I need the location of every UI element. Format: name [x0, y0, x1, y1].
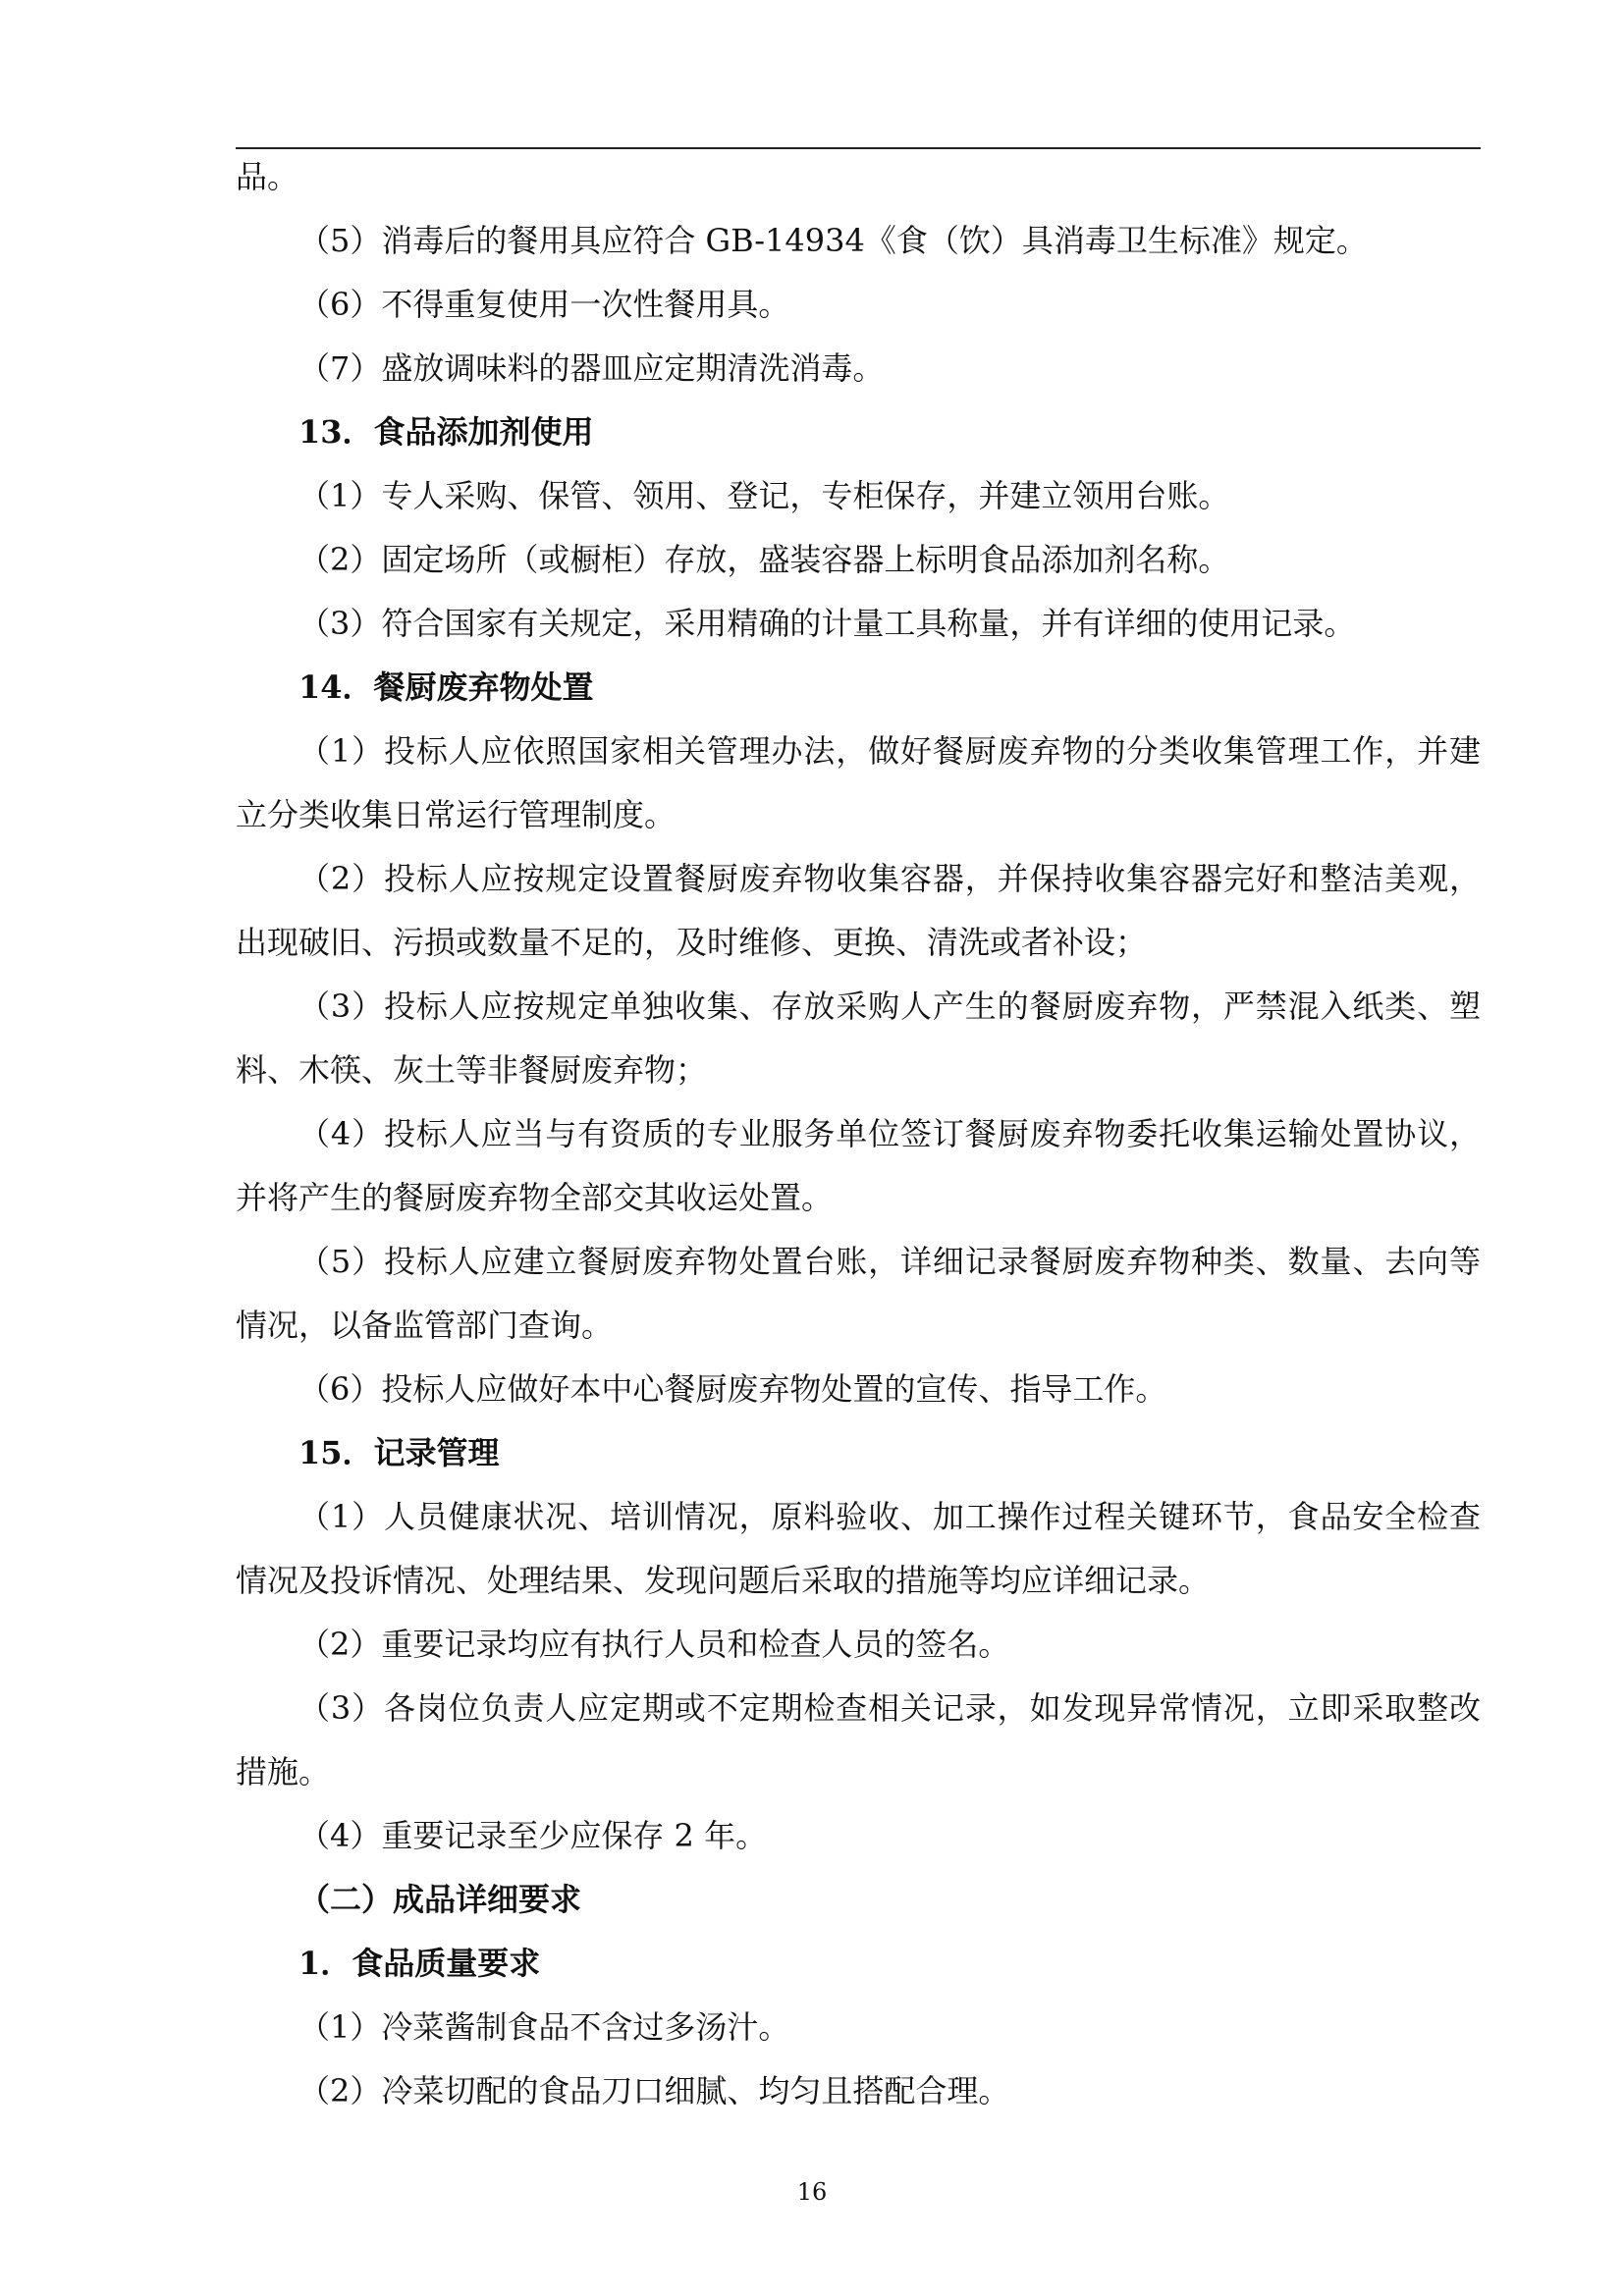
paragraph-item: （2）冷菜切配的食品刀口细腻、均匀且搭配合理。	[298, 2072, 1010, 2109]
section-heading: 13．食品添加剂使用	[298, 413, 594, 451]
paragraph-item: （3）投标人应按规定单独收集、存放采购人产生的餐厨废弃物，严禁混入纸类、塑料、木筷、灰土等非餐厨废弃物；	[236, 988, 1481, 1089]
paragraph-item: （1）投标人应依照国家相关管理办法，做好餐厨废弃物的分类收集管理工作，并建立分类收集日常运行管理制度。	[236, 732, 1481, 833]
paragraph-item: （1）专人采购、保管、领用、登记，专柜保存，并建立领用台账。	[298, 477, 1230, 514]
paragraph-item: （7）盛放调味料的器皿应定期清洗消毒。	[298, 349, 885, 387]
paragraph-item: （1）人员健康状况、培训情况，原料验收、加工操作过程关键环节，食品安全检查情况及投诉情况、处理结果、发现问题后采取的措施等均应详细记录。	[236, 1498, 1481, 1599]
paragraph-item: （2）固定场所（或橱柜）存放，盛装容器上标明食品添加剂名称。	[298, 541, 1230, 578]
section-heading: （二）成品详细要求	[298, 1881, 582, 1918]
paragraph-item: （5）投标人应建立餐厨废弃物处置台账，详细记录餐厨废弃物种类、数量、去向等情况，以备监管部门查询。	[236, 1243, 1481, 1344]
paragraph-item: （2）重要记录均应有执行人员和检查人员的签名。	[298, 1626, 1010, 1663]
paragraph-item: （5）消毒后的餐用具应符合 GB-14934《食（饮）具消毒卫生标准》规定。	[298, 222, 1368, 259]
document-body	[236, 145, 1481, 2123]
paragraph-item: （6）投标人应做好本中心餐厨废弃物处置的宣传、指导工作。	[298, 1370, 1167, 1408]
paragraph-item: （4）重要记录至少应保存 2 年。	[298, 1817, 768, 1854]
paragraph-item: （3）符合国家有关规定，采用精确的计量工具称量，并有详细的使用记录。	[298, 605, 1356, 642]
subsection-heading: 1．食品质量要求	[298, 1945, 541, 1982]
section-heading: 15．记录管理	[298, 1434, 500, 1471]
section-heading: 14．餐厨废弃物处置	[298, 668, 594, 706]
paragraph-item: （2）投标人应按规定设置餐厨废弃物收集容器，并保持收集容器完好和整洁美观，出现破旧、污损或数量不足的，及时维修、更换、清洗或者补设；	[236, 860, 1481, 961]
paragraph-item: （3）各岗位负责人应定期或不定期检查相关记录，如发现异常情况，立即采取整改措施。	[236, 1689, 1481, 1790]
page-number: 16	[796, 2178, 828, 2206]
paragraph-item: （1）冷菜酱制食品不含过多汤汁。	[298, 2008, 790, 2046]
paragraph-continuation: 品。	[236, 158, 299, 195]
paragraph-item: （6）不得重复使用一次性餐用具。	[298, 286, 790, 323]
paragraph-item: （4）投标人应当与有资质的专业服务单位签订餐厨废弃物委托收集运输处置协议，并将产生的餐厨废弃物全部交其收运处置。	[236, 1115, 1481, 1216]
